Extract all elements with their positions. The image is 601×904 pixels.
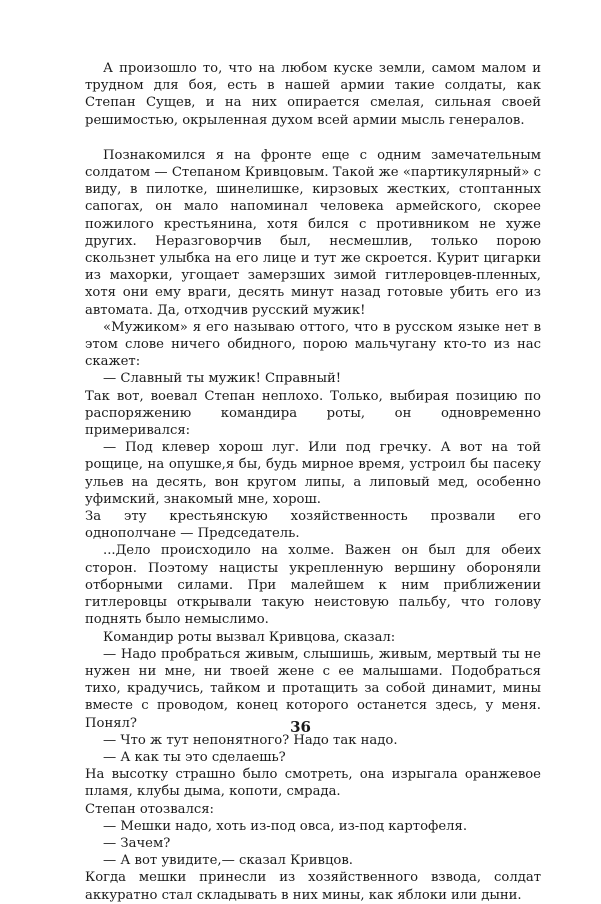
paragraph-9: Степан отозвался: [85,801,215,817]
paragraph-10: Когда мешки принесли из хозяйственного взвода, солдат аккуратно стал складывать в них мины, как яблоки или дыни. [85,870,541,903]
dialogue-line: — А как ты это сделаешь? [103,749,286,765]
page-text [85,60,541,904]
paragraph-7: Командир роты вызвал Кривцова, сказал: [103,629,396,645]
page-number: 36 [290,718,311,736]
dialogue-line: — Надо пробраться живым, слышишь, живым, мертвый ты не нужен ни мне, ни твоей жене с ее малышами. Подобраться тихо, крадучись, тайком и протащить за собой динамит, мины вместе с проводом, конец которого останется здесь, у меня. Понял? [85,646,541,731]
dialogue-line: — Славный ты мужик! Справный! [103,371,342,387]
dialogue-line: — Что ж тут непонятного? Надо так надо. [103,732,398,748]
paragraph-4: Так вот, воевал Степан неплохо. Только, выбирая позицию по распоряжению командира роты, он одновременно примеривался: [85,388,541,439]
dialogue-line: — Мешки надо, хоть из-под овса, из-под картофеля. [103,818,468,834]
paragraph-1: А произошло то, что на любом куске земли, самом малом и трудном для боя, есть в нашей армии такие солдаты, как Степан Сущев, и на них опирается смелая, сильная своей решимостью, окрыленная духом всей армии мысль генералов. [85,61,541,128]
paragraph-6: ...Дело происходило на холме. Важен он был для обеих сторон. Поэтому нацисты укрепленную вершину обороняли отборными силами. При малейшем к ним приближении гитлеровцы открывали такую неистовую пальбу, что голову поднять было немыслимо. [85,543,541,628]
paragraph-8: На высотку страшно было смотреть, она изрыгала оранжевое пламя, клубы дыма, копоти, смрада. [85,767,541,800]
dialogue-line: — Зачем? [103,835,171,851]
paragraph-2: Познакомился я на фронте еще с одним замечательным солдатом — Степаном Кривцовым. Такой же «партикулярный» с виду, в пилотке, шинелишке, кирзовых жестких, стоптанных сапогах, он мало напоминал человека армейского, скорее пожилого крестьянина, хотя бился с противником не хуже других. Неразговорчив был, несмешлив, только порою скользнет улыбка на его лице и тут же скроется. Курит цигарки из махорки, угощает замерзших зимой гитлеровцев-пленных, хотя они ему враги, десять минут назад готовые убить его из автомата. Да, отходчив русский мужик! [85,147,541,318]
dialogue-line: — Под клевер хорош луг. Или под гречку. А вот на той рощице, на опушке,я бы, будь мирное время, устроил бы пасеку ульев на десять, вон кругом липы, а липовый мед, особенно уфимский, знакомый мне, хорош. [85,440,541,507]
dialogue-line: — А вот увидите,— сказал Кривцов. [103,853,353,869]
paragraph-5: За эту крестьянскую хозяйственность прозвали его однополчане — Председатель. [85,509,541,542]
paragraph-3: «Мужиком» я его называю оттого, что в русском языке нет в этом слове ничего обидного, порою мальчугану кто-то из нас скажет: [85,319,541,370]
